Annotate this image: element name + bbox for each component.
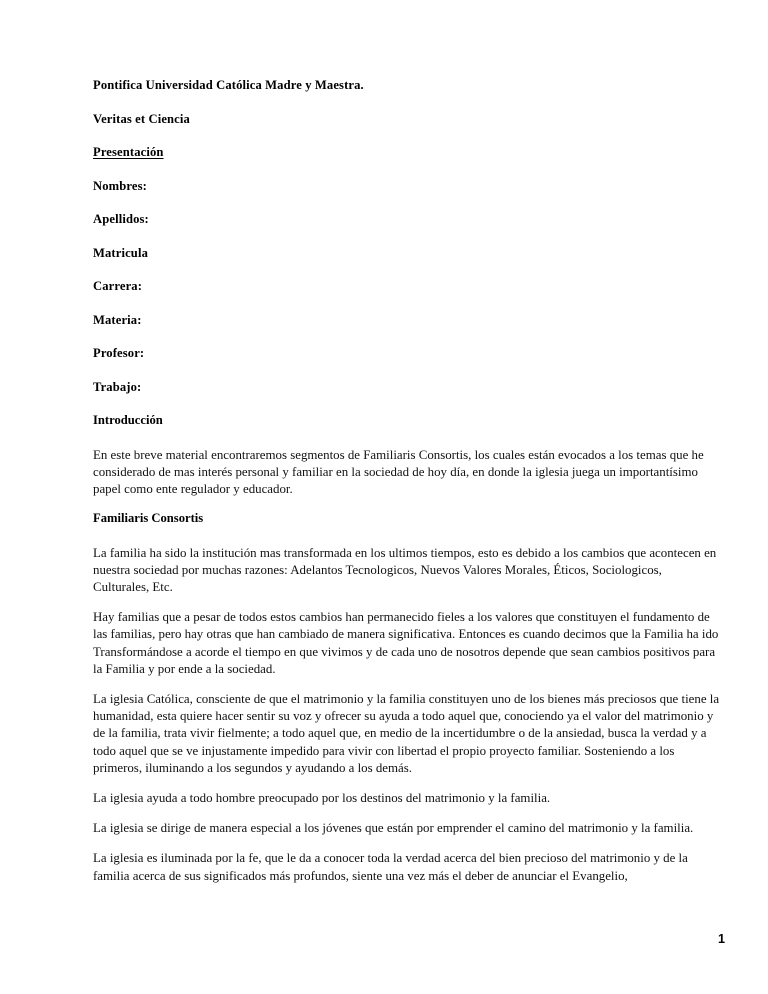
institution-title: Pontifica Universidad Católica Madre y Maestra. (93, 78, 364, 92)
paragraph-familiaris-1: La familia ha sido la institución mas transformada en los ultimos tiempos, esto es debido a los cambios que acontecen en nuestra sociedad por muchas razones: Adelantos Tecnologicos, Nuevos Valores Morales, Éticos, Sociologicos, Culturales, Etc. (93, 545, 717, 595)
field-label-nombres: Nombres: (93, 178, 147, 193)
field-label-carrera: Carrera: (93, 279, 143, 293)
paragraph-familiaris-4: La iglesia ayuda a todo hombre preocupado por los destinos del matrimonio y la familia. (93, 791, 551, 806)
presentation-heading: Presentación (93, 145, 164, 159)
field-label-matricula: Matricula (93, 245, 148, 260)
institution-motto: Veritas et Ciencia (93, 111, 190, 126)
field-label-apellidos: Apellidos: (93, 212, 149, 226)
paragraph-familiaris-6: La iglesia es iluminada por la fe, que le da a conocer toda la verdad acerca del bien precioso del matrimonio y de la familia acerca de sus significados más profundos, siente una vez más el deber de anunciar el Evangelio, (93, 851, 688, 883)
section-heading-familiaris-consortis: Familiaris Consortis (93, 511, 204, 526)
page-number: 1 (717, 932, 725, 946)
paragraph-familiaris-5: La iglesia se dirige de manera especial a los jóvenes que están por emprender el camino del matrimonio y la familia. (93, 821, 694, 836)
field-label-materia: Materia: (93, 312, 142, 327)
field-label-profesor: Profesor: (93, 346, 145, 360)
field-label-trabajo: Trabajo: (93, 379, 142, 394)
section-heading-introduccion: Introducción (93, 413, 163, 427)
paragraph-introduccion-1: En este breve material encontraremos segmentos de Familiaris Consortis, los cuales están evocados a los temas que he considerado de mas interés personal y familiar en la sociedad de hoy día, en donde la iglesia juega un importantísimo papel como ente regulador y educador. (93, 447, 704, 496)
document-body (93, 78, 721, 885)
paragraph-familiaris-3: La iglesia Católica, consciente de que el matrimonio y la familia constituyen uno de los bienes más preciosos que tiene la humanidad, esta quiere hacer sentir su voz y ofrecer su ayuda a todo aquel que, conociendo ya el valor del matrimonio y de la familia, trata vivir fielmente; a todo aquel que, en medio de la incertidumbre o de la ansiedad, busca la verdad y a todo aquel que se ve injustamente impedido para vivir con libertad el propio proyecto familiar. Sosteniendo a los primeros, iluminando a los segundos y ayudando a los demás. (93, 692, 720, 775)
paragraph-familiaris-2: Hay familias que a pesar de todos estos cambios han permanecido fieles a los valores que constituyen el fundamento de las familias, pero hay otras que han cambiado de manera significativa. Entonces es cuando decimos que la Familia ha ido Transformándose a acorde el tiempo en que vivimos y de cada uno de nosotros depende que sean cambios positivos para la Familia y por ende a la sociedad. (93, 610, 719, 676)
